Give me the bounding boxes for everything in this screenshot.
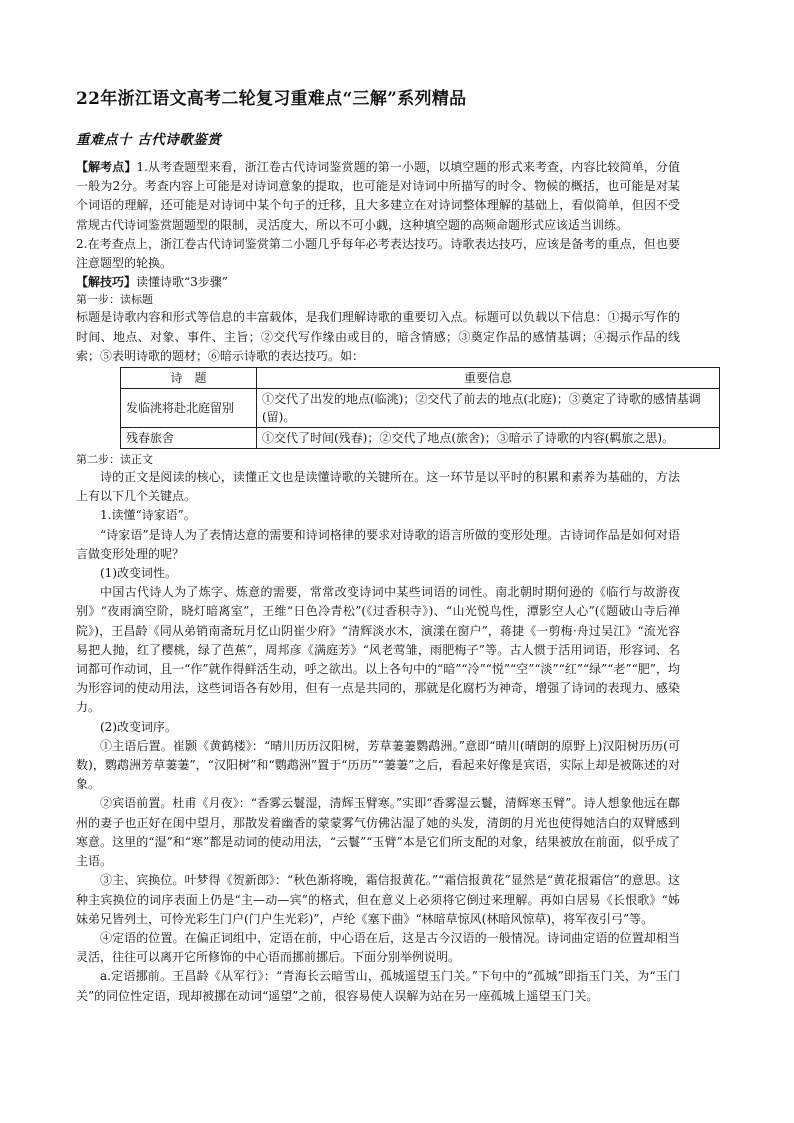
table-row	[121, 428, 720, 449]
table-cell-title: 发临洮将赴北庭留别	[121, 389, 257, 428]
table-row	[121, 389, 720, 428]
point1-2-c: ③主、宾换位。叶梦得《贺新郎》：“秋色渐将晚，霜信报黄花。”“霜信报黄花”显然是“黄花报霜信”的意思。这种主宾换位的词序表面上仍是“主—动—宾”的格式，但在意义上必须将它倒过来理解。再如白居易《长恨歌》“姊妹弟兄皆列土，可怜光彩生门户(门户生光彩)”，卢纶《塞下曲》“林暗草惊风(林暗风惊草)，将军夜引弓”等。	[76, 873, 680, 926]
step1-heading: 第一步：读标题	[76, 293, 153, 307]
point1-1-text: 中国古代诗人为了炼字、炼意的需要，常常改变诗词中某些词语的词性。南北朝时期何逊的《临行与故游夜别》“夜雨滴空阶，晓灯暗离室”，王维“日色冷青松”(《过香积寺》)、“山光悦鸟性，潭影空人心”(《题破山寺后禅院》)，王昌龄《同从弟销南斋玩月忆山阴崔少府》“清辉淡水木，演漾在窗户”，蒋捷《一剪梅·舟过吴江》“流光容易把人抛，红了樱桃，绿了芭蕉”，周邦彦《满庭芳》“风老莺雏，雨肥梅子”等。古人惯于活用词语，形容词、名词都可作动词，且一“作”就作得鲜活生动，呼之欲出。以上各句中的“暗”“冷”“悦”“空”“淡”“红”“绿”“老”“肥”，均为形容词的使动用法，这些词语各有妙用，但有一点是共同的，那就是化腐朽为神奇，增强了诗词的表现力、感染力。	[76, 585, 680, 715]
paragraph-kaodian-2: 2.在考查点上，浙江卷古代诗词鉴赏第二小题几乎每年必考表达技巧。诗歌表达技巧，应该是备考的重点，但也要注意题型的轮换。	[76, 236, 680, 271]
point1-text: “诗家语”是诗人为了表情达意的需要和诗词格律的要求对诗歌的语言所做的变形处理。古诗词作品是如何对语言做变形处理的呢？	[76, 527, 680, 561]
point1-2-e: a.定语挪前。王昌龄《从军行》：“青海长云暗雪山，孤城遥望玉门关。”下句中的“孤城”即指玉门关，为“玉门关”的同位性定语，现却被挪在动词“遥望”之前，很容易使人误解为站在另一座孤城上遥望玉门关。	[76, 969, 680, 1003]
jiqiao-tag: 【解技巧】	[76, 275, 137, 290]
table-header-cell: 诗 题	[121, 368, 257, 389]
point1-2-heading: (2)改变词序。	[100, 719, 177, 734]
document-body	[76, 158, 701, 1006]
table-header-cell: 重要信息	[257, 368, 720, 389]
title-info-table	[120, 367, 720, 449]
step2-heading: 第二步：读正文	[76, 453, 153, 467]
page-title: 22年浙江语文高考二轮复习重难点“三解”系列精品	[76, 89, 467, 109]
table-cell-info: ①交代了出发的地点(临洮)；②交代了前去的地点(北庭)；③奠定了诗歌的感情基调(留)。	[257, 389, 720, 428]
section-title: 重难点十 古代诗歌鉴赏	[76, 132, 222, 148]
step1-text: 标题是诗歌内容和形式等信息的丰富载体，是我们理解诗歌的重要切入点。标题可以负载以下信息：①揭示写作的时间、地点、对象、事件、主旨；②交代写作缘由或目的，暗含情感；③奠定作品的感情基调；④揭示作品的线索；⑤表明诗歌的题材；⑥暗示诗歌的表达技巧。如：	[76, 310, 680, 363]
point1-heading: 1.读懂“诗家语”。	[100, 508, 196, 523]
point1-2-a: ①主语后置。崔颢《黄鹤楼》：“晴川历历汉阳树，芳草萋萋鹦鹉洲。”意即“晴川(晴朗的原野上)汉阳树历历(可数)，鹦鹉洲芳草萋萋”，“汉阳树”和“鹦鹉洲”置于“历历”“萋萋”之后，看起来好像是宾语，实际上却是被陈述的对象。	[76, 738, 680, 792]
step2-text: 诗的正文是阅读的核心，读懂正文也是读懂诗歌的关键所在。这一环节是以平时的积累和素养为基础的，方法上有以下几个关键点。	[76, 470, 680, 504]
table-cell-title: 残春旅舍	[121, 428, 257, 449]
point1-1-heading: (1)改变词性。	[100, 566, 177, 581]
table-cell-info: ①交代了时间(残春)；②交代了地点(旅舍)；③暗示了诗歌的内容(羁旅之思)。	[257, 428, 720, 449]
paragraph-jiqiao: 【解技巧】读懂诗歌“3步骤”	[76, 275, 228, 290]
paragraph-kaodian-1: 【解考点】1.从考查题型来看，浙江卷古代诗词鉴赏题的第一小题，以填空题的形式来考查，内容比较简单，分值一般为2分。考查内容上可能是对诗词意象的提取，也可能是对诗词中所描写的时令、物候的概括，也可能是对某个词语的理解，还可能是对诗词中某个句子的迁移，且大多建立在对诗词整体理解的基础上，看似简单，但因不受常规古代诗词鉴赏题题型的限制，灵活度大，所以不可小觑，这种填空题的高频命题形式应该适当训练。	[76, 160, 680, 232]
point1-2-b: ②宾语前置。杜甫《月夜》：“香雾云鬟湿，清辉玉臂寒。”实即“香雾湿云鬟，清辉寒玉臂”。诗人想象他远在鄜州的妻子也正好在闺中望月，那散发着幽香的蒙蒙雾气仿佛沾湿了她的头发，清朗的月光也使得她洁白的双臂感到寒意。这里的“湿”和“寒”都是动词的使动用法，“云鬟”“玉臂”本是它们所支配的对象，结果被放在前面，似乎成了主语。	[76, 796, 680, 869]
kaodian-tag: 【解考点】	[76, 160, 137, 174]
point1-2-d: ④定语的位置。在偏正词组中，定语在前，中心语在后，这是古今汉语的一般情况。诗词曲定语的位置却相当灵活，往往可以离开它所修饰的中心语而挪前挪后。下面分别举例说明。	[76, 930, 680, 965]
table-header-row	[121, 368, 720, 389]
